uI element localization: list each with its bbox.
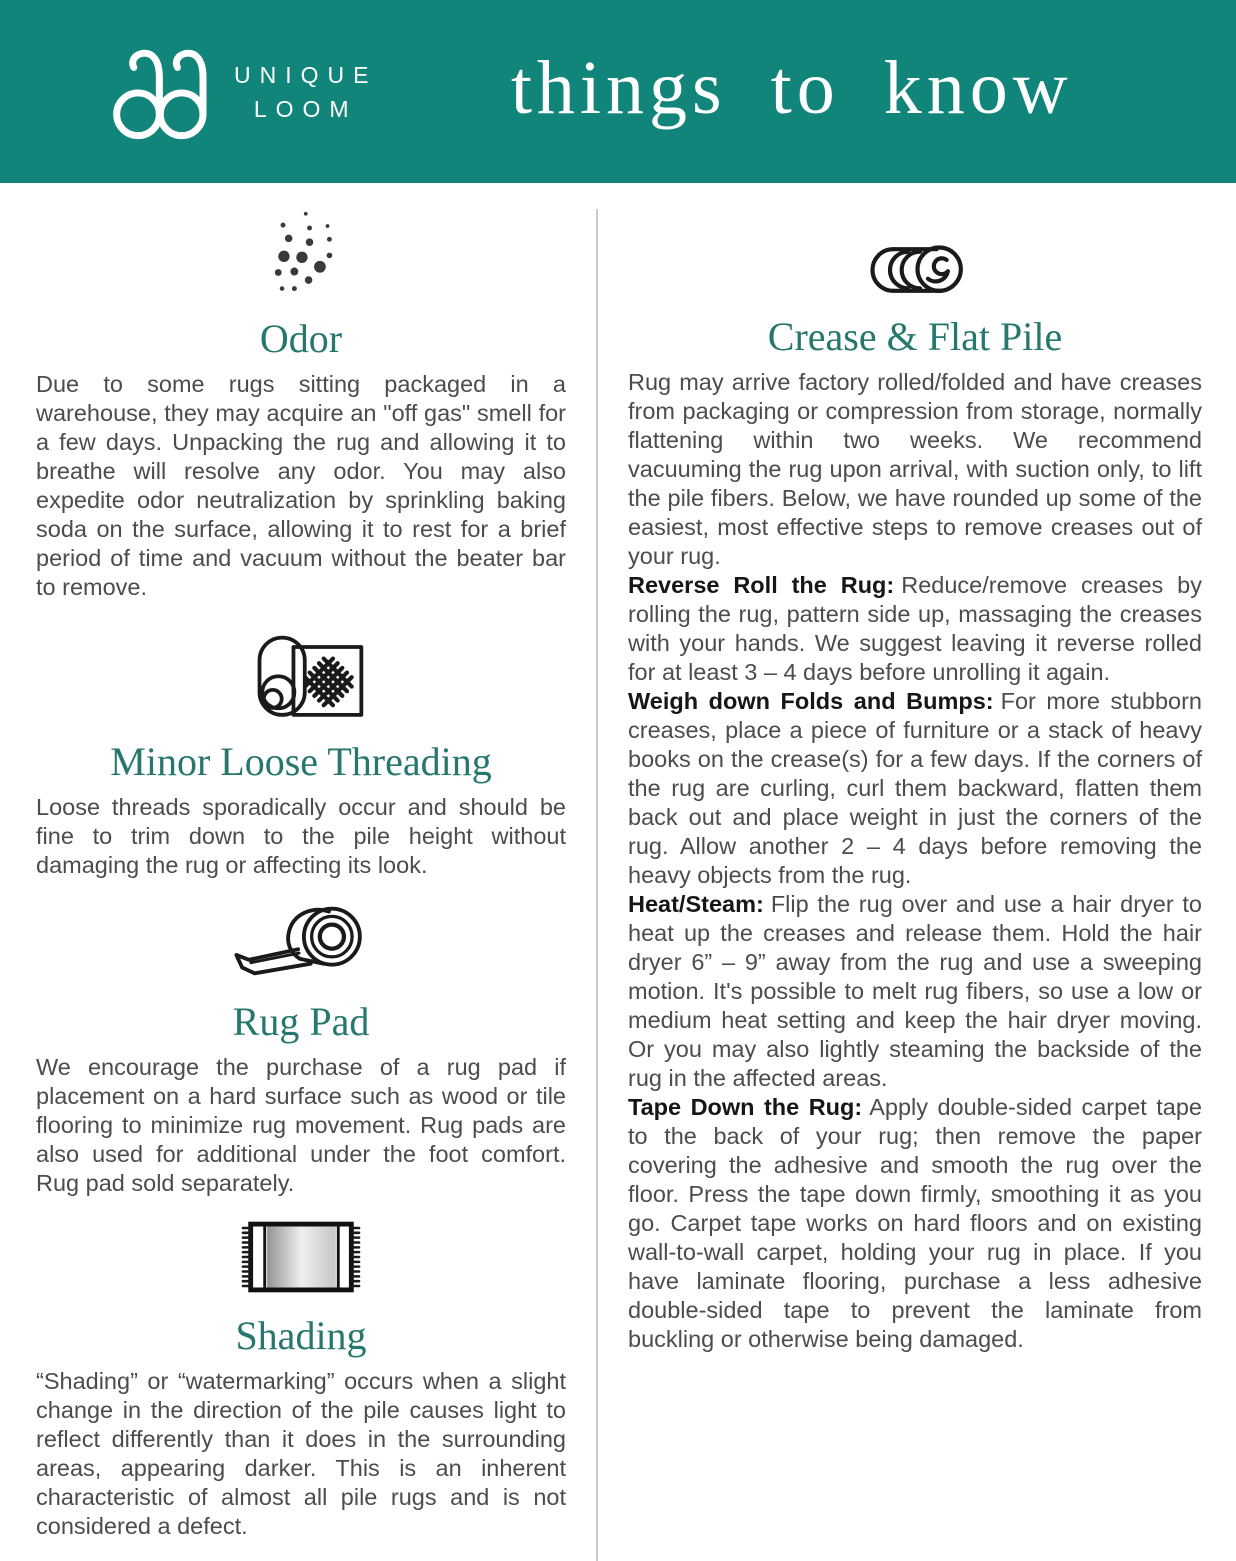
tip-reverse-roll [628,571,1202,687]
section-body-crease-intro: Rug may arrive factory rolled/folded and have creases from packaging or compression from storage, normally flattening within two weeks. We recommend vacuuming the rug upon arrival, with suction only, to lift the pile fibers. Below, we have rounded up some of the easiest, most effective steps to remove creases out of your rug. [628,369,1202,569]
section-heading-crease-flat-pile: Crease & Flat Pile [767,314,1063,359]
page-title: things to know [510,46,1073,130]
brand-name [234,58,377,126]
unique-loom-dd-logo-icon [112,42,216,142]
section-body-rug-pad: We encourage the purchase of a rug pad if placement on a hard surface such as wood or tile flooring to minimize rug movement. Rug pads are also used for additional under the foot comfort. Rug pad sold separately. [36,1054,566,1196]
tip-label: Weigh down Folds and Bumps: [628,688,994,714]
tip-weigh-down [628,687,1202,890]
column-divider [596,209,598,1561]
section-body-odor: Due to some rugs sitting packaged in a warehouse, they may acquire an "off gas" smell for a few days. Unpacking the rug and allowing it to breathe will resolve any odor. You may also expedite odor neutralization by sprinkling baking soda on the surface, allowing it to rest for a brief period of time and vacuum without the beater bar to remove. [36,371,566,600]
odor-speckles-icon [36,209,566,299]
brand-name-line2: LOOM [253,95,358,122]
section-heading-rug-pad: Rug Pad [232,999,370,1044]
tip-text: Reduce/remove creases by rolling the rug, pattern side up, massaging the creases with your hands. We suggest leaving it reverse rolled for at least 3 – 4 days before unrolling it again. [628,572,1202,685]
tip-text: For more stubborn creases, place a piece of furniture or a stack of heavy books on the crease(s) for a few days. If the corners of the rug are curling, curl them backward, flatten them back out and place weight in just the corners of the rug. Allow another 2 – 4 days before removing the heavy objects from the rug. [628,688,1202,888]
section-heading-odor: Odor [259,316,343,361]
section-odor [36,209,566,602]
tip-tape-down [628,1093,1202,1354]
tip-text: Apply double-sided carpet tape to the back of your rug; then remove the paper covering the adhesive and smooth the rug over the floor. Press the tape down firmly, smoothing it as you go. Carpet tape works on hard floors and on existing wall-to-wall carpet, holding your rug in place. If you have laminate flooring, purchase a less adhesive double-sided tape to prevent the laminate from buckling or otherwise being damaged. [628,1094,1202,1352]
section-heading-minor-loose-threading: Minor Loose Threading [110,739,492,784]
content [0,183,1236,1561]
rug-pad-roll-icon [36,900,566,982]
tip-label: Reverse Roll the Rug: [628,572,895,598]
tip-label: Tape Down the Rug: [628,1094,863,1120]
left-column [36,209,566,1561]
section-rug-pad [36,900,566,1198]
tip-text: Flip the rug over and use a hair dryer to heat up the creases and release them. Hold the hair dryer 6” – 9” away from the rug and use a sweeping motion. It's possible to melt rug fibers, so use a low or medium heat setting and keep the hair dryer moving. Or you may also lightly steaming the backside of the rug in the affected areas. [628,891,1202,1091]
header-banner [0,0,1236,183]
brand-name-line1: UNIQUE [234,61,378,88]
section-crease-flat-pile [628,243,1202,1354]
tip-label: Heat/Steam: [628,891,764,917]
section-minor-loose-threading [36,622,566,880]
shaded-rug-icon [36,1218,566,1296]
section-shading [36,1218,566,1541]
right-column [628,209,1202,1561]
tip-heat-steam [628,890,1202,1093]
section-body-minor-loose-threading: Loose threads sporadically occur and should be fine to trim down to the pile height without damaging the rug or affecting its look. [36,794,566,878]
section-body-shading: “Shading” or “watermarking” occurs when a slight change in the direction of the pile causes light to reflect differently than it does in the surrounding areas, appearing darker. This is an inherent characteristic of almost all pile rugs and is not considered a defect. [36,1368,566,1539]
brand-lockup [112,42,377,142]
rolled-rug-side-icon [628,243,1202,297]
section-heading-shading: Shading [235,1313,367,1358]
rolled-rug-crosshatch-icon [36,622,566,722]
